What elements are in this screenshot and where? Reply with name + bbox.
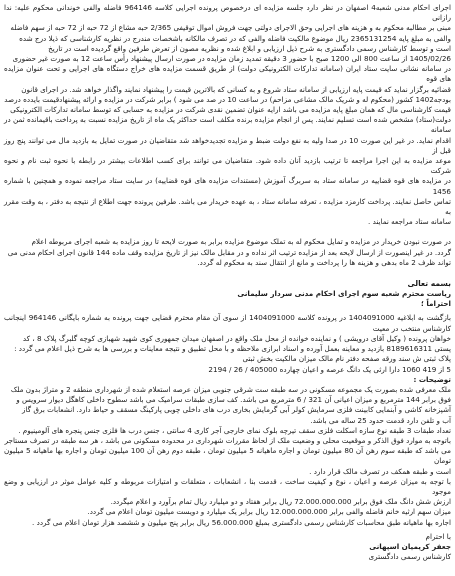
text-line: بودجه1402 کشور (محکوم له و شریک مالک مشاعی مزاحم) در ساعت 10 در صد می شود ) برابر شرکت در مزایده و ارائه پیشنهادقیمت بایدده درصد (4, 94, 451, 104)
text-line: با توجه به میزان عرصه و اعیان ، نوع و کیفیت ساخت ، قدمت بنا ، انشعابات ، متعلقات و امتیازات مربوطه و کلیه عوامل موثر در ارزیابی و وضع موجود (4, 476, 451, 496)
text-line: تواند ظرف 2 ماه بدهی و هزینه ها را پرداخت و مانع از انتقال سند به محکوم له گردد. (197, 257, 451, 267)
text-line: در سامانه نشانی سایت ستاد ایران (سامانه تدارکات الکترونیکی دولت) از طریق قسمت مزایده های خراج دستگاه های اجرایی و تحت عنوان مزایده های قوه (4, 64, 451, 84)
valuation-text (4, 436, 451, 528)
text-line: مبنی بر مطالبه محکوم به و هزینه های اجرایی وحق الاجرای دولتی جهت فروش اموال توقیفی 2/365 حبه مشاع از 72 حبه از 72 حبه از سهم فاضله (10, 23, 451, 33)
expert-title: کارشناس رسمی دادگستری (368, 552, 451, 562)
text-line: است و طبقه همکف در تصرف مالک قرار دارد . (309, 466, 451, 476)
text-line: خواهان پرونده ( وکیل آقای درویشی ) و نماینده خوانده از محل ملک واقع در اصفهان میدان جمهوری کوی شهید شهبازی کوچه گلبرگ پلاک 8 ، کد (22, 333, 451, 343)
property-description-text (4, 385, 451, 426)
text-line: تماس حاصل نمایند. پرداخت کارمزد مزایده ، تعرفه سامانه ستاد ، به عهده خریدار می باشد. طرفین پرونده جهت اطلاع از نتیجه به دفتر ، به وقت مقرر به (4, 196, 451, 217)
text-line: آشپزخانه کاشی و آبنمایی کابینت فلزی سرمایش کولر آبی گرمایش بخاری درب های داخلی چوبی پارکینگ مسقف و حیاط دارد. انشعابات برق گاز (21, 405, 451, 415)
text-line: والفی به مبلغ پایه 2365131254 ریال موضوع مالکیت فاضله والفی که در تصرف مالکانه باشخصات مندرج در نظریه کارشناسی که ذیلا درج شده (19, 33, 451, 43)
closing-line: با احترام (425, 531, 451, 541)
auction-conditions-text (4, 237, 451, 268)
text-line: قیمت کارشناسی مال که همان مبلغ پایه مزایده می باشد ارایه عنوان تضمین نقدی شرکت در مزایده به حسابی که توسط سامانه تدارکات الکترونیکی (10, 105, 451, 115)
text-line: فوق برابر 144 مترمربع و میزان اعیانی آن 321 / 6 مترمربع می باشد. کف سازی طبقات سرامیک می باشد سطوح داخلی کاهگل دیوار سرویس و (16, 395, 451, 405)
floor-line: تعداد طبقات 3 طبقه نوع سازه اسکلت فلزی سقف تیرچه بلوک نمای خارجی آجر کاری 4 سانتی ، جنس درب ها فلزی جنس پنجره های آلومینیوم . (18, 425, 451, 435)
text-line: اقدام نماید. در غیر این صورت 10 در صدا ولیه به نفع دولت ضبط و مزایده تجدیدخواهد شد متقاضیان در صورت تمایل به بازدید مال می توانند پنج روز قبل از (4, 135, 451, 155)
text-line: گردد. در غیر اینصورت از ارسال لایحه بعد از مزایده ترتیب اثر نداده و در مقابل مالک نیز از تاریخ مزایده وقف ماده 144 قانون اجرای احکام مدنی می (7, 247, 451, 257)
text-line: اجاره بها ماهیانه طبق محاسبات کارشناس رسمی دادگستری بمبلغ 56.000.000 ریال برابر پنج میلیون و ششصد هزار تومان اعلام می گردد . (32, 517, 451, 527)
text-line: بازگشت به ابلاغیه 1404091000 در پرونده کلاسه 1404091000 از سوی آن مقام محترم قضایی جهت پرونده به شماره بایگانی 964146 اینجانب کارشناس منتخب در معیت (4, 313, 451, 333)
auction-intro-text (4, 3, 451, 227)
expert-name: جعفر کریمیان اسپهانی (369, 541, 451, 551)
description-heading: توضیحات : (413, 374, 451, 384)
text-line: 1405/02/26 از ساعت 800 الی 1200 صبح با حضور 3 دقیقه تمدید زمان مزایده در صورت ارسال پیشنهاد رأس ساعت 12 به صورت غیر حضوری (12, 54, 451, 64)
text-line: آب و تلفن دارد قدمت حدود 25 ساله می باشد. (310, 415, 451, 425)
plaque-heading: پلاک ثبتی ش سند ورقه صفحه دفتر نام مالک میزان مالکیت بخش ثبتی (242, 354, 451, 364)
text-line: اجرای احکام مدنی شعبه4 اصفهان در نظر دارد جلسه مزایده ای درخصوص پرونده اجرایی کلاسه 964146 فاضله والفی خوندانی محکوم علیه: ندا رازانی (4, 3, 451, 23)
text-line: در صورت نبودن خریدار در مزایده و تمایل محکوم له به تملک موضوع مزایده برابر به صورت لایحه تا روز مزایده به شعبه اجرای مربوطه اعلام (31, 237, 451, 247)
text-line: قضائیه برگزار نماید که قیمت پایه ارزیابی از سامانه ستاد شروع و به کسانی که بالاترین قیمت را پیشنهاد نمایند واگذار خواهد شد. در اجرای قانون (21, 84, 451, 94)
text-line: در مزایده های قوه قضاییه در سامانه ستاد به سربرگ آموزش (مستندات مزایده های قوه قضاییه) در سایت ستاد مراجعه نموده و همچنین با شماره 1456 (4, 176, 451, 196)
expert-report-text (4, 313, 451, 354)
text-line: پستی 8189616311 بازدید و معاینه بعمل آورده و اسناد ابرازی ملاحظه و با محل تطبیق و نتیجه معاینات و بررسی ها به شرح ذیل اعلام می گردد : (14, 344, 451, 354)
text-line: می باشد که طبقه سوم رهن آن 80 میلیون تومان و اجاره ماهیانه 5 میلیون تومان ، طبقه دوم رهن آن 100 میلیون تومان و اجاره بها ماهیانه 5 میلیون تومان (4, 446, 452, 466)
text-line: ارزش شش دانگ ملک فوق برابر 72.000.000.000 ریال برابر هفتاد و دو میلیارد ریال تمام برآورد و اعلام میگردد. (110, 497, 451, 507)
addressee-line: ریاست محترم شعبه سوم اجرای احکام مدنی سردار سلیمانی (237, 289, 451, 299)
text-line: میزان سهم ارثیه خانم فاضله والفی برابر 12.000.000.000 ریال برابر یک میلیارد و دویست میلیون تومان اعلام می گردد. (87, 507, 451, 517)
text-line: دولت(ستاد) مشخص شده است تسلیم نمایند. پس از انجام مزایده برنده مکلف است حداکثر یک ماه از تاریخ مزایده نسبت به پرداخت باقیمانده ثمن در سامانه (4, 115, 451, 135)
text-line: است و توسط کارشناس رسمی دادگستری به شرح ذیل ارزیابی و ابلاغ شده و نظریه مصون از تعرض طرفین واقع گردیده است در تاریخ (48, 43, 451, 53)
greeting: احتراماً ؛ (420, 299, 451, 309)
text-line: سامانه ستاد مراجعه نمایند . (368, 217, 451, 227)
text-line: باتوجه به موارد فوق الذکر و موقعیت محلی و وضعیت ملک از لحاظ مقررات شهرداری در محدوده مسکونی می باشد ، هر سه طبقه در تصرف مستاجر (4, 435, 451, 445)
text-line: ملک معرفی شده بصورت یک مجموعه مسکونی در سه طبقه ست شرقی جنوبی میزان عرصه استعلام شده از شهرداری منطقه 2 و متراژ بدون ملک (10, 384, 451, 394)
signature-label: بسمه تعالی (407, 279, 451, 289)
text-line: موعد مزایده به این اجرا مراجعه تا ترتیب بازدید آنان داده شود. متقاضیان می توانند برای کسب اطلاعات بیشتر در رابطه با نحوه ثبت نام و نحوه شرکت (4, 156, 451, 176)
plaque-line: 5 از 419 1060 دارا ارثی یک دانگ عرصه و اعیان چهارده 405000 / 26 / 2194 (208, 364, 451, 374)
